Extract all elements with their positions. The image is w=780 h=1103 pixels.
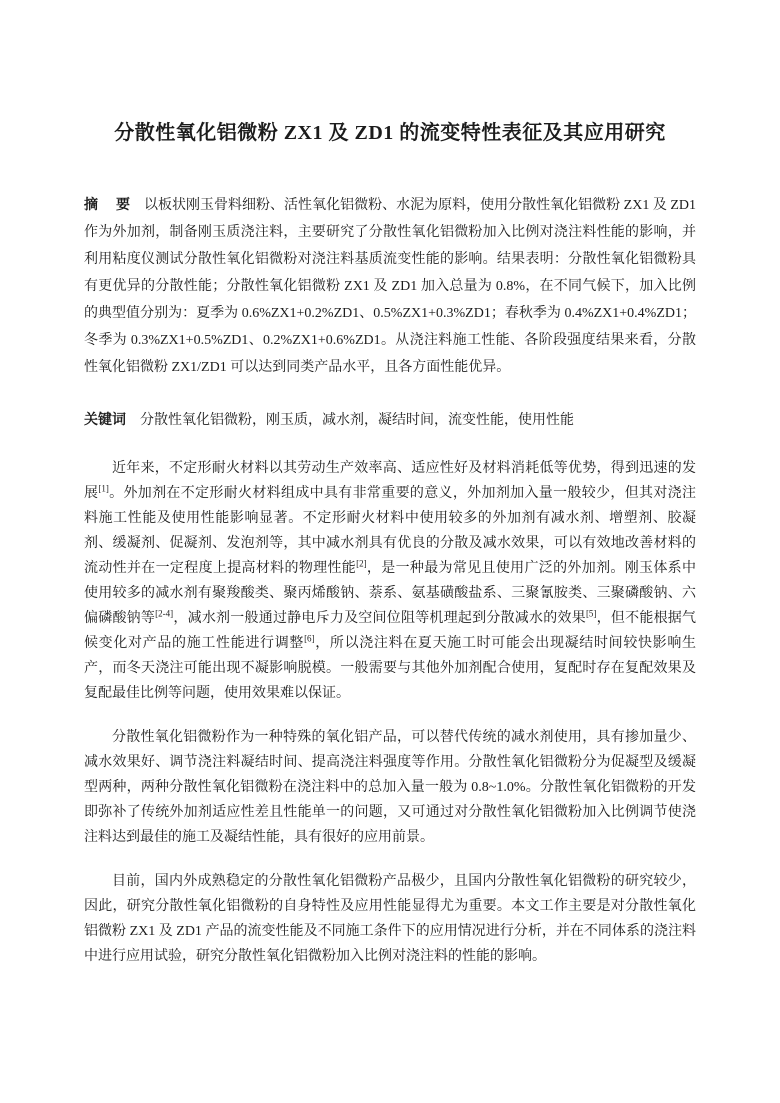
abstract-text: 以板状刚玉骨料细粉、活性氧化铝微粉、水泥为原料，使用分散性氧化铝微粉 ZX1 及 ZD1 作为外加剂，制备刚玉质浇注料，主要研究了分散性氧化铝微粉加入比例对浇注料性能的影响，并利用粘度仪测试分散性氧化铝微粉对浇注料基质流变性能的影响。结果表明：分散性氧化铝微粉具有更优异的分散性能；分散性氧化铝微粉 ZX1 及 ZD1 加入总量为 0.8%，在不同气候下，加入比例的典型值分别为：夏季为 0.6%ZX1+0.2%ZD1、0.5%ZX1+0.3%ZD1；春秋季为 0.4%ZX1+0.4%ZD1；冬季为 0.3%ZX1+0.5%ZD1、0.2%ZX1+0.6%ZD1。从浇注料施工性能、各阶段强度结果来看，分散性氧化铝微粉 ZX1/ZD1 可以达到同类产品水平，且各方面性能优异。 (84, 198, 696, 375)
text-segment: ，所以浇注料在夏天施工时可能会出现凝结时间较快影响生产，而冬天浇注可能出现不凝影响脱模。一般需要与其他外加剂配合使用，复配时存在复配效果及复配最佳比例等问题，使用效果难以保证。 (84, 636, 696, 701)
citation-ref: [2-4] (155, 608, 174, 619)
text-segment: 近年来，不定形耐火材料以其劳动生产效率高、适应性好及材料消耗低等优势，得到迅速的发展 (84, 461, 696, 501)
paper-title: 分散性氧化铝微粉 ZX1 及 ZD1 的流变特性表征及其应用研究 (114, 122, 666, 144)
keywords-section (84, 407, 696, 434)
text-segment: ，但不能根据气候变化对产品的施工性能进行调整 (84, 611, 697, 651)
body-paragraph-1 (84, 456, 696, 706)
keywords-text: 分散性氧化铝微粉，刚玉质，减水剂，凝结时间，流变性能，使用性能 (140, 413, 574, 428)
citation-ref: [2] (356, 558, 367, 569)
citation-ref: [1] (98, 483, 109, 494)
citation-ref: [5] (585, 608, 597, 619)
keywords-label: 关键词 (84, 413, 126, 428)
text-segment: ，减水剂一般通过静电斥力及空间位阻等机理起到分散减水的效果 (173, 611, 586, 626)
text-segment: ，是一种最为常见且使用广泛的外加剂。刚玉体系中使用较多的减水剂有聚羧酸类、聚丙烯酸钠、萘系、氨基磺酸盐系、三聚氰胺类、三聚磷酸钠、六偏磷酸钠等 (84, 561, 697, 626)
body-paragraph-2 (84, 725, 696, 850)
abstract-label: 摘 要 (84, 198, 133, 213)
text-segment: 。外加剂在不定形耐火材料组成中具有非常重要的意义，外加剂加入量一般较少，但其对浇注料施工性能及使用性能影响显著。不定形耐火材料中使用较多的外加剂有减水剂、增塑剂、胶凝剂、缓凝剂、促凝剂、发泡剂等，其中减水剂具有优良的分散及减水效果，可以有效地改善材料的流动性并在一定程度上提高材料的物理性能 (84, 486, 697, 576)
abstract-section (84, 192, 696, 381)
text-segment: 分散性氧化铝微粉作为一种特殊的氧化铝产品，可以替代传统的减水剂使用，具有掺加量少、减水效果好、调节浇注料凝结时间、提高浇注料强度等作用。分散性氧化铝微粉分为促凝型及缓凝型两种，两种分散性氧化铝微粉在浇注料中的总加入量一般为 0.8~1.0%。分散性氧化铝微粉的开发即弥补了传统外加剂适应性差且性能单一的问题，又可通过对分散性氧化铝微粉加入比例调节使浇注料达到最佳的施工及凝结性能，具有很好的应用前景。 (84, 730, 696, 845)
body-paragraph-3 (84, 869, 696, 969)
citation-ref: [6] (304, 633, 315, 644)
text-segment: 目前，国内外成熟稳定的分散性氧化铝微粉产品极少，且国内分散性氧化铝微粉的研究较少，因此，研究分散性氧化铝微粉的自身特性及应用性能显得尤为重要。本文工作主要是对分散性氧化铝微粉 ZX1 及 ZD1 产品的流变性能及不同施工条件下的应用情况进行分析，并在不同体系的浇注料中进行应用试验，研究分散性氧化铝微粉加入比例对浇注料的性能的影响。 (84, 874, 696, 964)
